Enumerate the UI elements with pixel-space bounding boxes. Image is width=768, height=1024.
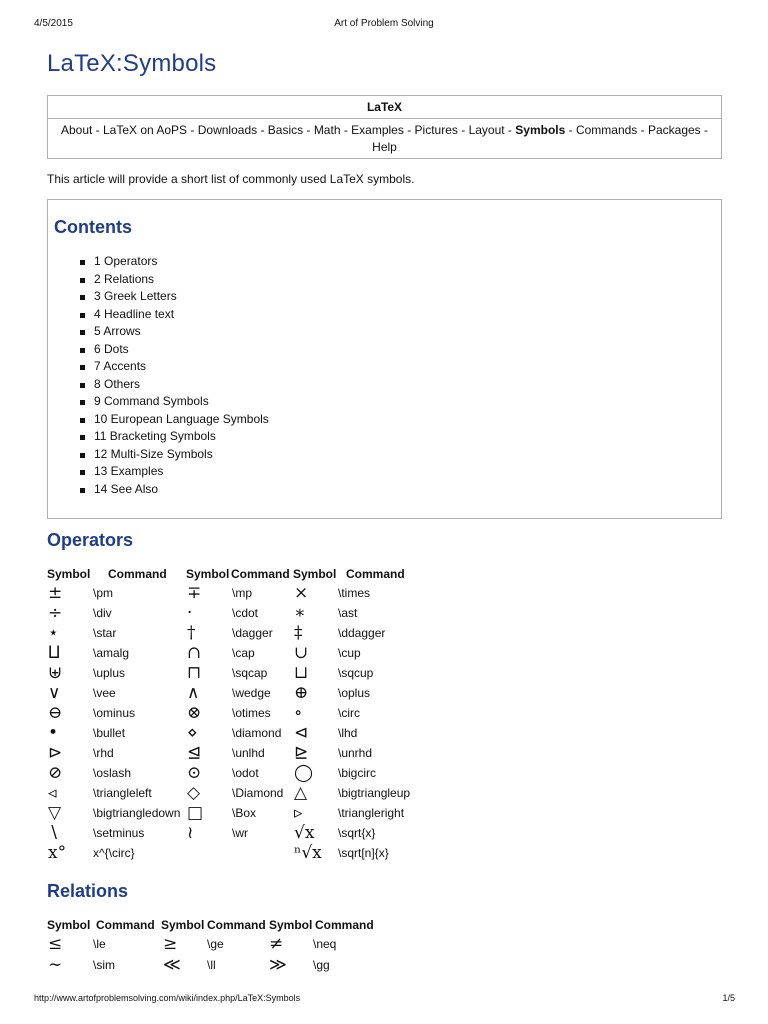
symbol-command: \star bbox=[93, 626, 117, 640]
operators-heading: Operators bbox=[47, 530, 134, 550]
bullet-icon bbox=[80, 260, 85, 265]
nav-link-pictures[interactable]: Pictures bbox=[414, 123, 458, 137]
nav-link-help[interactable]: Help bbox=[372, 140, 397, 154]
symbol-glyph: ⊘ bbox=[48, 763, 63, 783]
symbol-glyph: ⊔ bbox=[294, 663, 309, 683]
toc-item bbox=[80, 341, 269, 359]
bullet-icon bbox=[80, 330, 85, 335]
symbol-glyph: ⨿ bbox=[48, 643, 61, 663]
symbol-command: \wedge bbox=[232, 686, 271, 700]
nav-separator: - bbox=[403, 123, 415, 137]
symbol-glyph: ⋄ bbox=[187, 723, 198, 743]
toc-link[interactable]: 11 Bracketing Symbols bbox=[94, 429, 216, 443]
symbol-glyph: ∩ bbox=[187, 643, 202, 663]
nav-link-latex-on-aops[interactable]: LaTeX on AoPS bbox=[103, 123, 188, 137]
toc-list bbox=[80, 253, 269, 498]
symbol-command: \sim bbox=[93, 958, 115, 972]
toc-title: Contents bbox=[54, 217, 132, 237]
nav-separator: - bbox=[303, 123, 314, 137]
symbol-command: \cdot bbox=[232, 606, 259, 620]
symbol-command: \sqcap bbox=[232, 666, 268, 680]
page-title: LaTeX:Symbols bbox=[47, 50, 217, 77]
toc-item bbox=[80, 253, 269, 271]
navbox-links bbox=[52, 122, 717, 156]
toc-link[interactable]: 9 Command Symbols bbox=[94, 394, 209, 408]
navbox-title: LaTeX bbox=[366, 100, 403, 114]
symbol-glyph: ⊎ bbox=[48, 663, 63, 683]
symbol-glyph: ⊕ bbox=[294, 683, 309, 703]
print-page-number: 1/5 bbox=[722, 993, 735, 1003]
nav-separator: - bbox=[700, 123, 709, 137]
symbol-glyph: ⊳ bbox=[48, 743, 63, 763]
symbol-command: \unlhd bbox=[232, 746, 265, 760]
toc-link[interactable]: 2 Relations bbox=[94, 271, 155, 286]
symbol-glyph: ∓ bbox=[187, 583, 202, 603]
bullet-icon bbox=[80, 470, 85, 475]
column-header: Command bbox=[207, 918, 266, 932]
symbol-glyph: √x bbox=[294, 823, 315, 843]
column-header: Command bbox=[96, 918, 155, 932]
symbol-command: \bigcirc bbox=[338, 766, 377, 780]
column-header: Command bbox=[231, 567, 290, 581]
symbol-glyph: ‡ bbox=[294, 623, 303, 643]
column-header: Symbol bbox=[47, 918, 91, 932]
symbol-command: \ll bbox=[207, 958, 216, 972]
symbol-command: \uplus bbox=[93, 666, 126, 680]
toc-item bbox=[80, 481, 269, 499]
symbol-command: x^{\circ} bbox=[93, 846, 135, 860]
intro-text: This article will provide a short list of commonly used LaTeX symbols. bbox=[47, 172, 415, 186]
nav-link-layout[interactable]: Layout bbox=[468, 123, 505, 137]
bullet-icon bbox=[80, 348, 85, 353]
symbol-command: \vee bbox=[93, 686, 116, 700]
column-header: Command bbox=[315, 918, 374, 932]
symbol-command: \dagger bbox=[232, 626, 273, 640]
symbol-command: \sqcup bbox=[338, 666, 374, 680]
symbol-glyph: □ bbox=[187, 803, 204, 823]
symbol-command: \oplus bbox=[338, 686, 371, 700]
symbol-glyph: ≠ bbox=[269, 934, 284, 954]
symbol-glyph: · bbox=[187, 603, 193, 623]
bullet-icon bbox=[80, 400, 85, 405]
symbol-glyph: ⊴ bbox=[187, 743, 202, 763]
nav-separator: - bbox=[457, 123, 469, 137]
nav-link-commands[interactable]: Commands bbox=[575, 123, 638, 137]
symbol-command: \bigtriangleup bbox=[338, 786, 411, 800]
symbol-glyph: ◇ bbox=[187, 783, 201, 803]
symbol-command: \Diamond bbox=[232, 786, 284, 800]
symbol-command: \div bbox=[93, 606, 112, 620]
symbol-glyph: † bbox=[187, 623, 196, 643]
toc-link[interactable]: 8 Others bbox=[94, 376, 141, 391]
toc-item bbox=[80, 358, 269, 376]
toc-link[interactable]: 1 Operators bbox=[94, 254, 158, 268]
toc-item bbox=[80, 306, 269, 324]
symbol-glyph: ◯ bbox=[294, 763, 314, 783]
symbol-command: \triangleleft bbox=[93, 786, 152, 800]
symbol-command: \bullet bbox=[93, 726, 126, 740]
column-header: Command bbox=[108, 567, 167, 581]
symbol-glyph: ∼ bbox=[48, 955, 63, 975]
symbol-glyph: ▽ bbox=[48, 803, 62, 823]
symbol-glyph: ⁿ√x bbox=[294, 843, 322, 863]
toc-link[interactable]: 4 Headline text bbox=[94, 306, 175, 321]
symbol-command: \times bbox=[338, 586, 371, 600]
symbol-glyph: • bbox=[48, 723, 59, 743]
toc-item bbox=[80, 411, 269, 429]
nav-link-examples[interactable]: Examples bbox=[351, 123, 404, 137]
symbol-command: \le bbox=[93, 937, 106, 951]
symbol-command: \mp bbox=[232, 586, 253, 600]
symbol-glyph: ≪ bbox=[163, 955, 181, 975]
relations-heading: Relations bbox=[47, 881, 129, 901]
symbol-command: \bigtriangledown bbox=[93, 806, 181, 820]
symbol-glyph: ◃ bbox=[48, 783, 57, 803]
symbol-glyph: ⊙ bbox=[187, 763, 202, 783]
symbol-glyph: ∖ bbox=[48, 823, 59, 843]
toc-item bbox=[80, 393, 269, 411]
symbol-glyph: x° bbox=[48, 843, 67, 863]
symbol-command: \unrhd bbox=[338, 746, 373, 760]
symbol-command: \ominus bbox=[93, 706, 136, 720]
symbol-glyph: ▹ bbox=[294, 803, 303, 823]
symbol-glyph: ⊖ bbox=[48, 703, 63, 723]
toc-item bbox=[80, 323, 269, 341]
table-of-contents bbox=[47, 199, 722, 519]
toc-link[interactable]: 6 Dots bbox=[94, 341, 129, 356]
print-site-title: Art of Problem Solving bbox=[334, 18, 434, 29]
bullet-icon bbox=[80, 435, 85, 440]
nav-separator: - bbox=[565, 123, 576, 137]
symbol-glyph: ⋆ bbox=[48, 623, 59, 643]
column-header: Symbol bbox=[161, 918, 205, 932]
symbol-command: \oslash bbox=[93, 766, 132, 780]
symbol-command: \triangleright bbox=[338, 806, 405, 820]
symbol-command: \lhd bbox=[338, 726, 358, 740]
navbox-divider bbox=[48, 118, 721, 119]
symbol-command: \ast bbox=[338, 606, 358, 620]
nav-separator: - bbox=[504, 123, 516, 137]
bullet-icon bbox=[80, 313, 85, 318]
nav-link-math[interactable]: Math bbox=[313, 123, 341, 137]
symbol-command: \setminus bbox=[93, 826, 145, 840]
toc-item bbox=[80, 463, 269, 481]
toc-link[interactable]: 14 See Also bbox=[94, 481, 159, 496]
symbol-glyph: ∨ bbox=[48, 683, 61, 703]
bullet-icon bbox=[80, 418, 85, 423]
toc-item bbox=[80, 271, 269, 289]
latex-navbox bbox=[47, 95, 722, 159]
bullet-icon bbox=[80, 488, 85, 493]
symbol-command: \neq bbox=[313, 937, 337, 951]
symbol-command: \Box bbox=[232, 806, 257, 820]
bullet-icon bbox=[80, 278, 85, 283]
symbol-glyph: ≫ bbox=[269, 955, 287, 975]
symbol-glyph: ⊗ bbox=[187, 703, 202, 723]
column-header: Symbol bbox=[186, 567, 230, 581]
symbol-glyph: ≀ bbox=[187, 823, 194, 843]
column-header: Symbol bbox=[269, 918, 313, 932]
column-header: Command bbox=[346, 567, 405, 581]
symbol-command: \sqrt{x} bbox=[338, 826, 376, 840]
symbol-glyph: ÷ bbox=[48, 603, 63, 623]
toc-item bbox=[80, 428, 269, 446]
symbol-glyph: ∧ bbox=[187, 683, 200, 703]
nav-link-symbols[interactable]: Symbols bbox=[515, 123, 566, 137]
nav-link-packages[interactable]: Packages bbox=[647, 123, 701, 137]
symbol-glyph: ∘ bbox=[294, 703, 303, 723]
toc-link[interactable]: 7 Accents bbox=[94, 359, 147, 373]
bullet-icon bbox=[80, 365, 85, 370]
bullet-icon bbox=[80, 453, 85, 458]
nav-separator: - bbox=[637, 123, 648, 137]
toc-link[interactable]: 12 Multi-Size Symbols bbox=[94, 446, 213, 461]
symbol-command: \rhd bbox=[93, 746, 114, 760]
symbol-command: \odot bbox=[232, 766, 259, 780]
symbol-command: \gg bbox=[313, 958, 330, 972]
nav-link-basics[interactable]: Basics bbox=[267, 123, 304, 137]
symbol-command: \ddagger bbox=[338, 626, 386, 640]
print-date: 4/5/2015 bbox=[34, 18, 73, 29]
symbol-glyph: ≤ bbox=[48, 934, 63, 954]
nav-separator: - bbox=[257, 123, 268, 137]
symbol-glyph: ⊲ bbox=[294, 723, 309, 743]
nav-link-about[interactable]: About bbox=[60, 123, 93, 137]
symbol-command: \wr bbox=[232, 826, 248, 840]
symbol-glyph: △ bbox=[294, 783, 308, 803]
symbol-command: \pm bbox=[93, 586, 114, 600]
nav-separator: - bbox=[92, 123, 103, 137]
symbol-glyph: ± bbox=[48, 583, 63, 603]
symbol-command: \otimes bbox=[232, 706, 271, 720]
symbol-glyph: ≥ bbox=[163, 934, 178, 954]
toc-item bbox=[80, 288, 269, 306]
symbol-glyph: ⊵ bbox=[294, 743, 309, 763]
bullet-icon bbox=[80, 295, 85, 300]
toc-link[interactable]: 3 Greek Letters bbox=[94, 289, 177, 303]
nav-separator: - bbox=[187, 123, 198, 137]
nav-link-downloads[interactable]: Downloads bbox=[197, 123, 258, 137]
symbol-command: \circ bbox=[338, 706, 360, 720]
toc-link[interactable]: 5 Arrows bbox=[94, 324, 141, 338]
symbol-command: \amalg bbox=[93, 646, 130, 660]
column-header: Symbol bbox=[293, 567, 337, 581]
toc-item bbox=[80, 376, 269, 394]
nav-separator: - bbox=[340, 123, 352, 137]
symbol-command: \ge bbox=[207, 937, 224, 951]
print-url: http://www.artofproblemsolving.com/wiki/index.php/LaTeX:Symbols bbox=[34, 993, 301, 1003]
symbol-command: \cap bbox=[232, 646, 255, 660]
toc-link[interactable]: 10 European Language Symbols bbox=[94, 411, 269, 426]
symbol-glyph: ∪ bbox=[294, 643, 309, 663]
symbol-command: \diamond bbox=[232, 726, 282, 740]
toc-item bbox=[80, 446, 269, 464]
toc-link[interactable]: 13 Examples bbox=[94, 464, 164, 478]
symbol-glyph: ∗ bbox=[294, 603, 306, 623]
symbol-glyph: ⊓ bbox=[187, 663, 202, 683]
bullet-icon bbox=[80, 383, 85, 388]
symbol-command: \cup bbox=[338, 646, 361, 660]
symbol-command: \sqrt[n]{x} bbox=[338, 846, 389, 860]
print-header bbox=[0, 18, 768, 32]
column-header: Symbol bbox=[47, 567, 91, 581]
symbol-glyph: × bbox=[294, 583, 309, 603]
